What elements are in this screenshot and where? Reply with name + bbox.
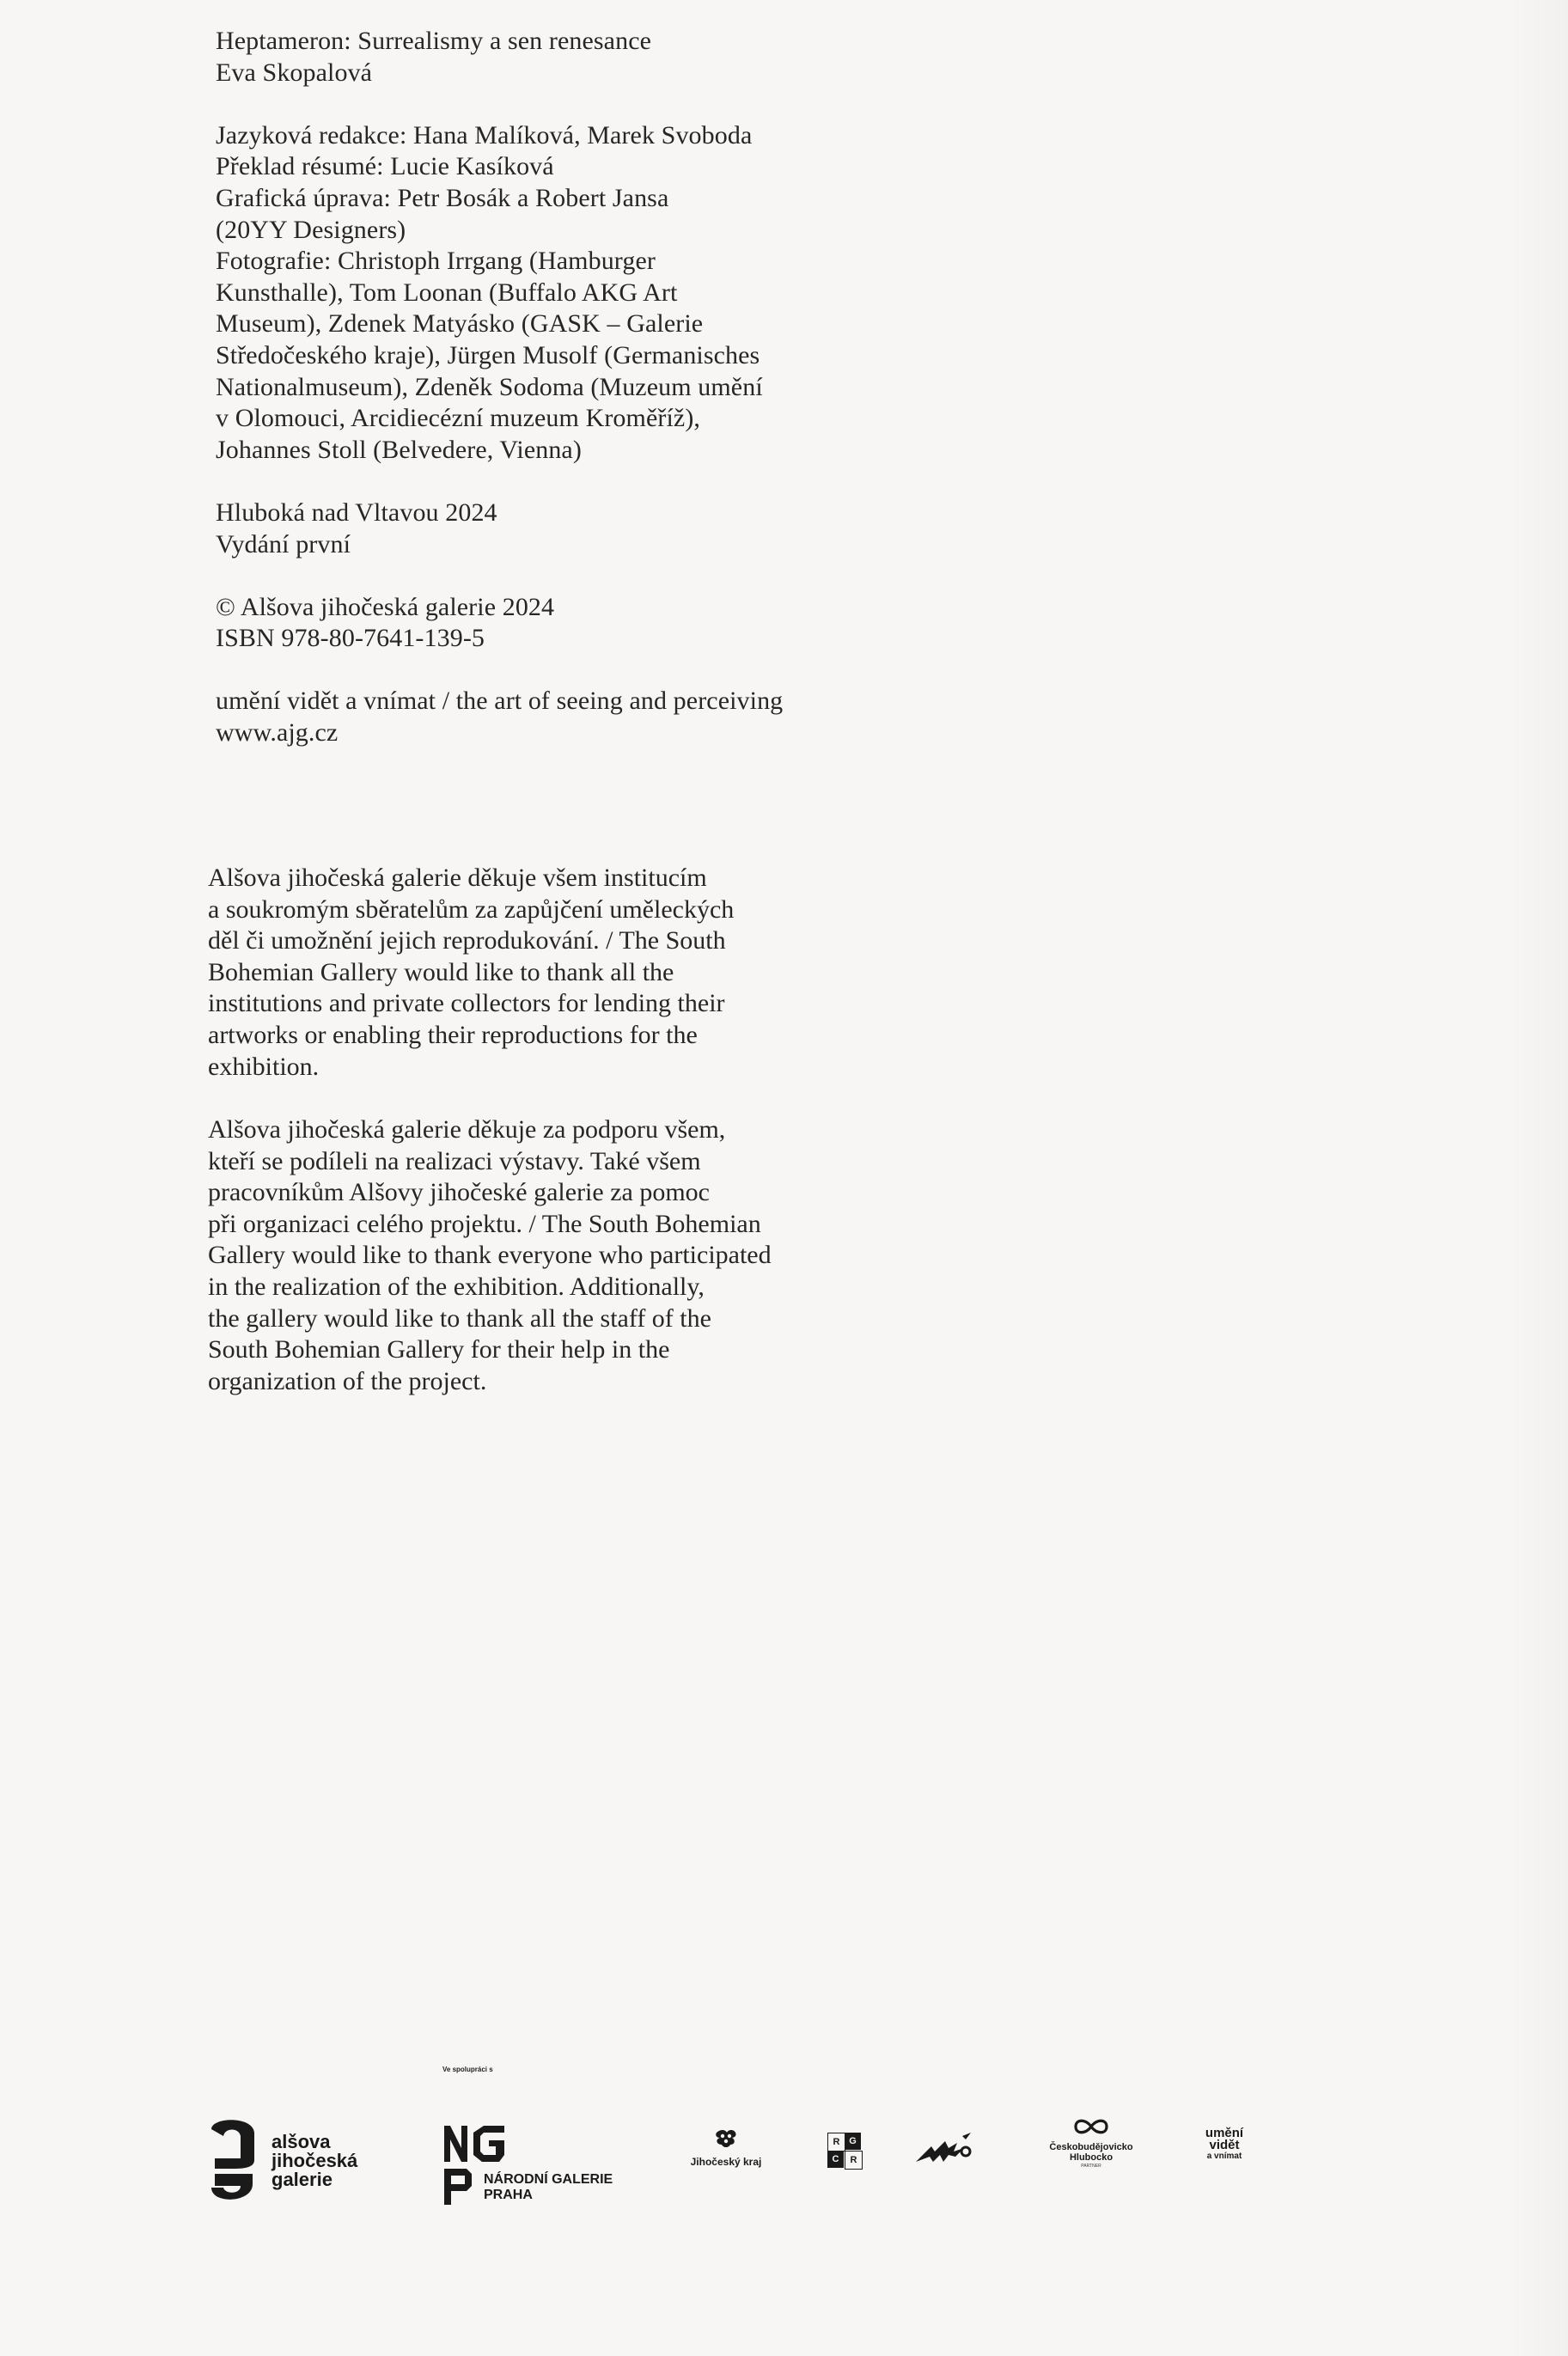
ack-line: děl či umožnění jejich reprodukování. / The South bbox=[208, 926, 726, 955]
colophon bbox=[216, 26, 903, 749]
ack-line: in the realization of the exhibition. Additionally, bbox=[208, 1272, 705, 1301]
colophon-line: Heptameron: Surrealismy a sen renesance bbox=[216, 27, 652, 55]
colophon-line: Hluboká nad Vltavou 2024 bbox=[216, 497, 497, 527]
colophon-line: Překlad résumé: Lucie Kasíková bbox=[216, 152, 554, 181]
colophon-line: © Alšova jihočeská galerie 2024 bbox=[216, 592, 555, 621]
acknowledgement-supporters bbox=[208, 1114, 895, 1397]
ajg-logo-mark-icon bbox=[203, 2114, 268, 2208]
jihocesky-kraj-label: Jihočeský kraj bbox=[690, 2156, 762, 2168]
paper-edge-shadow bbox=[1508, 0, 1568, 2356]
acknowledgement-lenders bbox=[208, 863, 895, 1083]
umeni-videt-logo bbox=[1194, 2127, 1254, 2179]
ack-line: a soukromým sběratelům za zapůjčení uměleckých bbox=[208, 894, 735, 924]
colophon-line: Johannes Stoll (Belvedere, Vienna) bbox=[216, 435, 582, 464]
ack-line: Alšova jihočeská galerie děkuje za podporu všem, bbox=[208, 1115, 726, 1144]
colophon-line: Kunsthalle), Tom Loonan (Buffalo AKG Art bbox=[216, 278, 678, 307]
ack-line: the gallery would like to thank all the staff of the bbox=[208, 1303, 711, 1333]
ajg-logo-line: galerie bbox=[272, 2169, 333, 2190]
edition-block bbox=[216, 497, 903, 560]
colophon-line: Nationalmuseum), Zdeněk Sodoma (Muzeum umění bbox=[216, 372, 763, 401]
rgcr-cell: R bbox=[827, 2133, 845, 2152]
ack-line: South Bohemian Gallery for their help in the bbox=[208, 1335, 670, 1364]
cb-hlubocko-partner: PARTNER bbox=[1081, 2164, 1101, 2169]
cb-hlubocko-line: Českobudějovicko bbox=[1049, 2142, 1133, 2152]
cb-hlubocko-name bbox=[1031, 2142, 1151, 2163]
mc-bird-logo-icon bbox=[914, 2133, 983, 2167]
ack-line: exhibition. bbox=[208, 1052, 320, 1081]
rgcr-cell: G bbox=[845, 2133, 861, 2150]
ack-line: Gallery would like to thank everyone who participated bbox=[208, 1241, 772, 1270]
umeni-videt-line: a vnímat bbox=[1206, 2152, 1242, 2161]
ack-line: pracovníkům Alšovy jihočeské galerie za pomoc bbox=[208, 1178, 710, 1207]
motto-block bbox=[216, 686, 903, 748]
ack-line: Bohemian Gallery would like to thank all the bbox=[208, 957, 674, 986]
colophon-line: Jazyková redakce: Hana Malíková, Marek Svoboda bbox=[216, 120, 753, 150]
umeni-videt-line: umění bbox=[1205, 2126, 1244, 2140]
partner-logos bbox=[0, 2062, 1568, 2234]
cooperation-label: Ve spolupráci s bbox=[442, 2066, 493, 2073]
jihocesky-kraj-emblem-icon bbox=[713, 2129, 739, 2148]
ng-logo-line: PRAHA bbox=[484, 2188, 533, 2202]
ajg-logo-line: alšova bbox=[272, 2131, 331, 2152]
ng-logo-line: NÁRODNÍ GALERIE bbox=[484, 2172, 613, 2187]
rgcr-cell: C bbox=[827, 2151, 844, 2168]
cb-hlubocko-mark-icon bbox=[1072, 2117, 1110, 2136]
ack-line: kteří se podíleli na realizaci výstavy. Také všem bbox=[208, 1146, 701, 1175]
cb-hlubocko-logo bbox=[1031, 2117, 1151, 2186]
ack-line: organization of the project. bbox=[208, 1366, 487, 1395]
website-link[interactable]: www.ajg.cz bbox=[216, 718, 339, 748]
ajg-logo-line: jihočeská bbox=[272, 2150, 358, 2171]
ng-logo bbox=[442, 2112, 640, 2206]
ack-line: institutions and private collectors for lending their bbox=[208, 989, 725, 1018]
ajg-logo-text bbox=[272, 2133, 357, 2189]
isbn: ISBN 978-80-7641-139-5 bbox=[216, 624, 485, 653]
cb-hlubocko-line: Hlubocko bbox=[1069, 2152, 1113, 2163]
ack-line: artworks or enabling their reproductions for the bbox=[208, 1020, 698, 1049]
ng-logo-text bbox=[484, 2172, 613, 2203]
ack-line: při organizaci celého projektu. / The South Bohemian bbox=[208, 1209, 761, 1238]
rgcr-cell: R bbox=[845, 2151, 863, 2170]
motto: umění vidět a vnímat / the art of seeing and perceiving bbox=[216, 687, 784, 716]
title-block bbox=[216, 26, 903, 89]
mc-logo bbox=[914, 2133, 983, 2167]
rgcr-logo bbox=[827, 2133, 862, 2169]
colophon-line: Museum), Zdenek Matyásko (GASK – Galerie bbox=[216, 309, 704, 339]
colophon-line: Eva Skopalová bbox=[216, 58, 373, 87]
colophon-line: (20YY Designers) bbox=[216, 215, 406, 244]
colophon-line: Vydání první bbox=[216, 529, 351, 558]
colophon-line: Fotografie: Christoph Irrgang (Hamburger bbox=[216, 247, 656, 276]
credits-block bbox=[216, 120, 903, 467]
colophon-line: Středočeského kraje), Jürgen Musolf (Germanisches bbox=[216, 340, 760, 369]
ack-line: Alšova jihočeská galerie děkuje všem institucím bbox=[208, 864, 707, 892]
colophon-line: Grafická úprava: Petr Bosák a Robert Jansa bbox=[216, 183, 669, 212]
rights-block bbox=[216, 592, 903, 655]
jihocesky-kraj-logo bbox=[679, 2129, 773, 2189]
umeni-videt-line: vidět bbox=[1209, 2138, 1240, 2152]
colophon-line: v Olomouci, Arcidiecézní muzeum Kroměříž), bbox=[216, 404, 701, 433]
ajg-logo bbox=[203, 2114, 383, 2208]
